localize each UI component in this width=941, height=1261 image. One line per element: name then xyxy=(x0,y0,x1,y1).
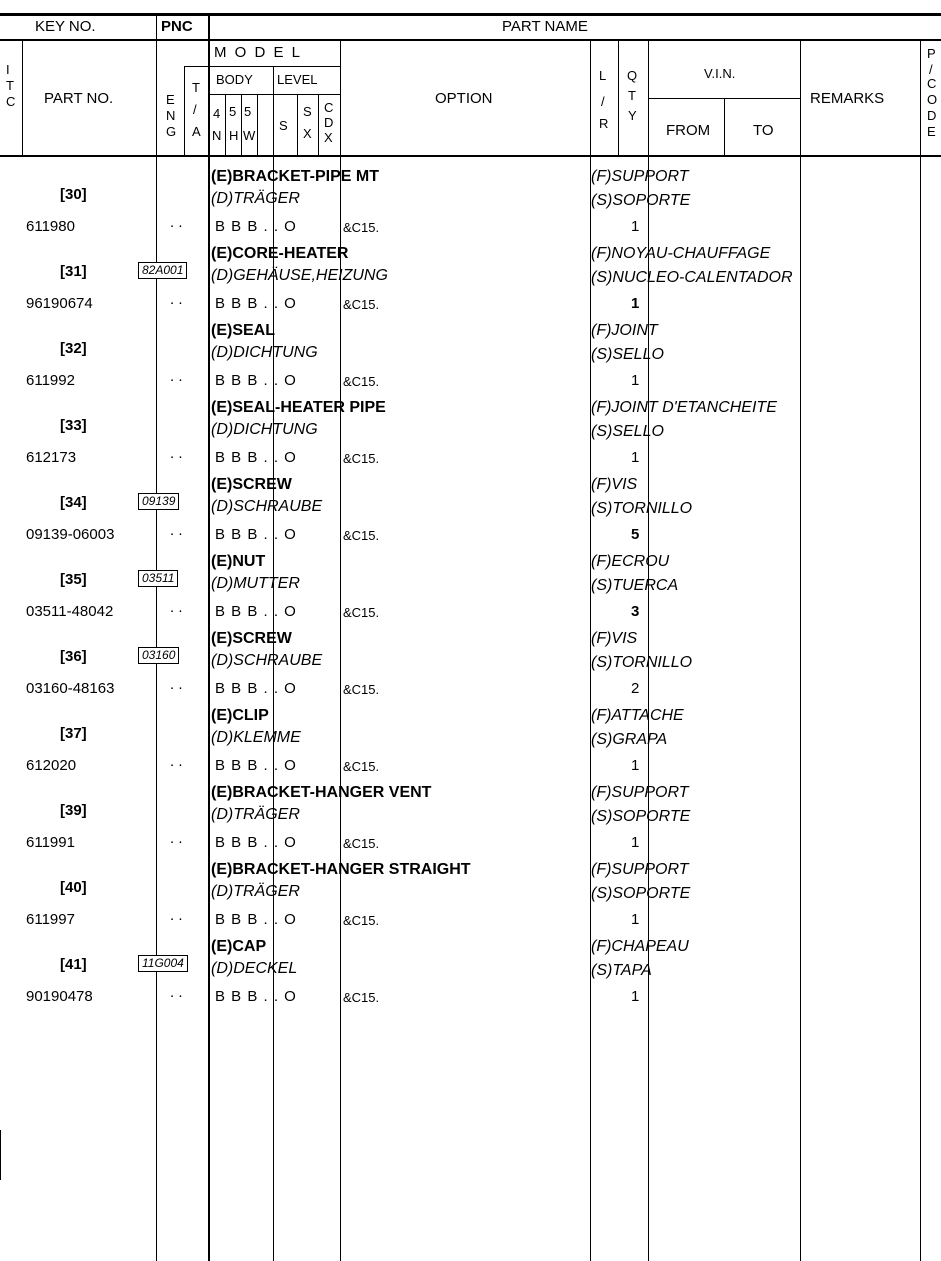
pnc-header: PNC xyxy=(161,18,193,35)
part-name-french: (F)VIS xyxy=(591,476,638,493)
part-name-german: (D)TRÄGER xyxy=(211,883,300,900)
option-code: &C15. xyxy=(343,451,380,466)
col-line-lr xyxy=(618,39,619,157)
option-code: &C15. xyxy=(343,913,380,928)
part-number: 612173 xyxy=(26,449,77,466)
part-name-german: (D)GEHÄUSE,HEIZUNG xyxy=(211,267,388,284)
key-number: [34] xyxy=(60,494,87,511)
col-line-partno xyxy=(156,13,157,1261)
part-name-english: (E)CORE-HEATER xyxy=(211,245,349,262)
pnc-code-box: 03160 xyxy=(138,647,179,664)
quantity: 1 xyxy=(631,834,640,851)
model-level-codes: B B B . . O xyxy=(215,218,297,235)
key-number: [32] xyxy=(60,340,87,357)
part-name-german: (D)DICHTUNG xyxy=(211,344,318,361)
col-line-s xyxy=(297,94,298,157)
eng-ta-dots: . . xyxy=(170,522,183,539)
part-name-english: (E)NUT xyxy=(211,553,266,570)
qty-header-t: T xyxy=(628,88,636,103)
body-4-header: 4 xyxy=(213,106,221,121)
part-name-german: (D)TRÄGER xyxy=(211,806,300,823)
quantity: 3 xyxy=(631,603,640,620)
part-name-english: (E)BRACKET-HANGER VENT xyxy=(211,784,432,801)
option-code: &C15. xyxy=(343,682,380,697)
eng-header-g: G xyxy=(166,124,177,139)
eng-header-e: E xyxy=(166,92,175,107)
part-name-english: (E)SCREW xyxy=(211,630,292,647)
body-h-header: H xyxy=(229,128,239,143)
part-name-spanish: (S)SELLO xyxy=(591,346,664,363)
header-top-rule xyxy=(0,13,941,16)
body-header: BODY xyxy=(216,72,253,87)
model-level-codes: B B B . . O xyxy=(215,603,297,620)
part-name-spanish: (S)SOPORTE xyxy=(591,192,691,209)
part-name-english: (E)CAP xyxy=(211,938,267,955)
quantity: 1 xyxy=(631,218,640,235)
eng-ta-dots: . . xyxy=(170,368,183,385)
col-line-itc xyxy=(22,39,23,157)
col-line-eng xyxy=(184,66,185,157)
pcode-header-e: E xyxy=(927,124,936,139)
ta-header-t: T xyxy=(192,80,200,95)
pnc-code-box: 09139 xyxy=(138,493,179,510)
pcode-header-o: O xyxy=(927,92,938,107)
quantity: 2 xyxy=(631,680,640,697)
option-header: OPTION xyxy=(435,90,493,107)
itc-header-t: T xyxy=(6,78,14,93)
col-line-vin-end xyxy=(800,39,801,1261)
part-name-french: (F)SUPPORT xyxy=(591,784,689,801)
option-code: &C15. xyxy=(343,836,380,851)
itc-header-c: C xyxy=(6,94,16,109)
part-name-french: (F)JOINT xyxy=(591,322,658,339)
part-name-german: (D)SCHRAUBE xyxy=(211,652,323,669)
key-number: [37] xyxy=(60,725,87,742)
part-name-english: (E)SEAL-HEATER PIPE xyxy=(211,399,386,416)
level-header: LEVEL xyxy=(277,72,318,87)
key-number: [41] xyxy=(60,956,87,973)
lr-header-slash: / xyxy=(601,94,605,109)
part-name-spanish: (S)GRAPA xyxy=(591,731,668,748)
part-name-english: (E)SEAL xyxy=(211,322,275,339)
part-name-english: (E)BRACKET-PIPE MT xyxy=(211,168,379,185)
key-number: [39] xyxy=(60,802,87,819)
body-line-optionsep xyxy=(340,157,341,1261)
part-name-header: PART NAME xyxy=(502,18,588,35)
eng-ta-dots: . . xyxy=(170,291,183,308)
level-cdx-x-header: X xyxy=(324,130,333,145)
model-level-codes: B B B . . O xyxy=(215,757,297,774)
part-number: 03160-48163 xyxy=(26,680,115,697)
part-name-french: (F)ECROU xyxy=(591,553,670,570)
model-level-codes: B B B . . O xyxy=(215,680,297,697)
remarks-header: REMARKS xyxy=(810,90,885,107)
part-name-spanish: (S)TORNILLO xyxy=(591,654,693,671)
part-name-english: (E)SCREW xyxy=(211,476,292,493)
eng-ta-dots: . . xyxy=(170,907,183,924)
option-code: &C15. xyxy=(343,759,380,774)
part-number: 612020 xyxy=(26,757,77,774)
part-name-german: (D)SCHRAUBE xyxy=(211,498,323,515)
pcode-header-c: C xyxy=(927,76,937,91)
part-name-spanish: (S)NUCLEO-CALENTADOR xyxy=(591,269,793,286)
option-code: &C15. xyxy=(343,528,380,543)
level-s-header: S xyxy=(279,118,288,133)
eng-ta-dots: . . xyxy=(170,984,183,1001)
eng-ta-dots: . . xyxy=(170,599,183,616)
vin-from-header: FROM xyxy=(666,122,711,139)
option-code: &C15. xyxy=(343,605,380,620)
part-name-french: (F)CHAPEAU xyxy=(591,938,689,955)
part-name-spanish: (S)SELLO xyxy=(591,423,664,440)
lr-header-r: R xyxy=(599,116,609,131)
pnc-code-box: 03511 xyxy=(138,570,178,587)
body-5h-header: 5 xyxy=(229,104,237,119)
level-cdx-d-header: D xyxy=(324,115,334,130)
itc-header-i: I xyxy=(6,62,10,77)
part-number: 611991 xyxy=(26,834,75,851)
key-number: [36] xyxy=(60,648,87,665)
col-line-qty xyxy=(648,39,649,1261)
model-level-codes: B B B . . O xyxy=(215,295,297,312)
quantity: 1 xyxy=(631,295,640,312)
part-name-english: (E)BRACKET-HANGER STRAIGHT xyxy=(211,861,471,878)
col-line-5w xyxy=(257,94,258,157)
body-n-header: N xyxy=(212,128,222,143)
key-number: [40] xyxy=(60,879,87,896)
key-number: [31] xyxy=(60,263,87,280)
part-number: 90190478 xyxy=(26,988,93,1005)
part-name-spanish: (S)TORNILLO xyxy=(591,500,693,517)
part-name-german: (D)MUTTER xyxy=(211,575,300,592)
quantity: 1 xyxy=(631,988,640,1005)
vin-to-header: TO xyxy=(753,122,774,139)
col-line-body-end xyxy=(273,66,274,157)
part-name-french: (F)VIS xyxy=(591,630,638,647)
option-code: &C15. xyxy=(343,374,380,389)
model-level-codes: B B B . . O xyxy=(215,988,297,1005)
qty-header-q: Q xyxy=(627,68,638,83)
part-number: 03511-48042 xyxy=(26,603,114,620)
part-name-french: (F)ATTACHE xyxy=(591,707,684,724)
part-number: 611997 xyxy=(26,911,75,928)
level-cdx-c-header: C xyxy=(324,100,334,115)
ta-header-a: A xyxy=(192,124,201,139)
qty-header-y: Y xyxy=(628,108,637,123)
option-code: &C15. xyxy=(343,990,380,1005)
part-name-german: (D)TRÄGER xyxy=(211,190,300,207)
eng-ta-dots: . . xyxy=(170,445,183,462)
col-line-sx xyxy=(318,94,319,157)
part-name-french: (F)SUPPORT xyxy=(591,861,689,878)
model-level-codes: B B B . . O xyxy=(215,449,297,466)
col-line-option-end xyxy=(590,39,591,1261)
part-number: 611992 xyxy=(26,372,75,389)
quantity: 1 xyxy=(631,911,640,928)
eng-header-n: N xyxy=(166,108,176,123)
part-name-spanish: (S)SOPORTE xyxy=(591,885,691,902)
pcode-header-d: D xyxy=(927,108,937,123)
option-code: &C15. xyxy=(343,220,380,235)
part-name-french: (F)NOYAU-CHAUFFAGE xyxy=(591,245,771,262)
col-line-5h xyxy=(241,94,242,157)
part-name-german: (D)KLEMME xyxy=(211,729,301,746)
eng-ta-dots: . . xyxy=(170,753,183,770)
pnc-code-box: 82A001 xyxy=(138,262,187,279)
body-5w-header: 5 xyxy=(244,104,252,119)
model-level-codes: B B B . . O xyxy=(215,834,297,851)
model-level-codes: B B B . . O xyxy=(215,372,297,389)
quantity: 1 xyxy=(631,372,640,389)
col-line-level-end xyxy=(340,39,341,157)
part-number: 09139-06003 xyxy=(26,526,115,543)
option-code: &C15. xyxy=(343,297,380,312)
model-level-codes: B B B . . O xyxy=(215,526,297,543)
lr-header-l: L xyxy=(599,68,607,83)
col-line-remarks xyxy=(920,39,921,1261)
part-name-spanish: (S)TAPA xyxy=(591,962,652,979)
pcode-header-slash: / xyxy=(929,62,933,77)
key-number: [30] xyxy=(60,186,87,203)
part-number: 96190674 xyxy=(26,295,93,312)
part-number: 611980 xyxy=(26,218,75,235)
key-number: [35] xyxy=(60,571,87,588)
part-name-german: (D)DICHTUNG xyxy=(211,421,318,438)
ta-header-slash: / xyxy=(193,102,197,117)
model-header: M O D E L xyxy=(214,44,303,61)
key-no-header: KEY NO. xyxy=(35,18,96,35)
part-name-french: (F)JOINT D'ETANCHEITE xyxy=(591,399,777,416)
quantity: 1 xyxy=(631,449,640,466)
col-line-ta xyxy=(208,13,210,1261)
col-line-4n xyxy=(225,94,226,157)
eng-ta-dots: . . xyxy=(170,676,183,693)
model-level-codes: B B B . . O xyxy=(215,911,297,928)
left-margin-stub xyxy=(0,1130,1,1180)
body-w-header: W xyxy=(243,128,256,143)
quantity: 5 xyxy=(631,526,640,543)
part-name-french: (F)SUPPORT xyxy=(591,168,689,185)
col-line-vin-mid xyxy=(724,98,725,157)
part-name-english: (E)CLIP xyxy=(211,707,269,724)
pcode-header-p: P xyxy=(927,46,936,61)
pnc-code-box: 11G004 xyxy=(138,955,188,972)
eng-ta-dots: . . xyxy=(170,214,183,231)
quantity: 1 xyxy=(631,757,640,774)
key-number: [33] xyxy=(60,417,87,434)
body-level-rule xyxy=(210,94,340,95)
level-sx-s-header: S xyxy=(303,104,312,119)
part-no-header: PART NO. xyxy=(44,90,114,107)
vin-header: V.I.N. xyxy=(704,66,736,81)
part-name-spanish: (S)SOPORTE xyxy=(591,808,691,825)
level-sx-x-header: X xyxy=(303,126,312,141)
part-name-spanish: (S)TUERCA xyxy=(591,577,679,594)
part-name-german: (D)DECKEL xyxy=(211,960,298,977)
eng-ta-dots: . . xyxy=(170,830,183,847)
